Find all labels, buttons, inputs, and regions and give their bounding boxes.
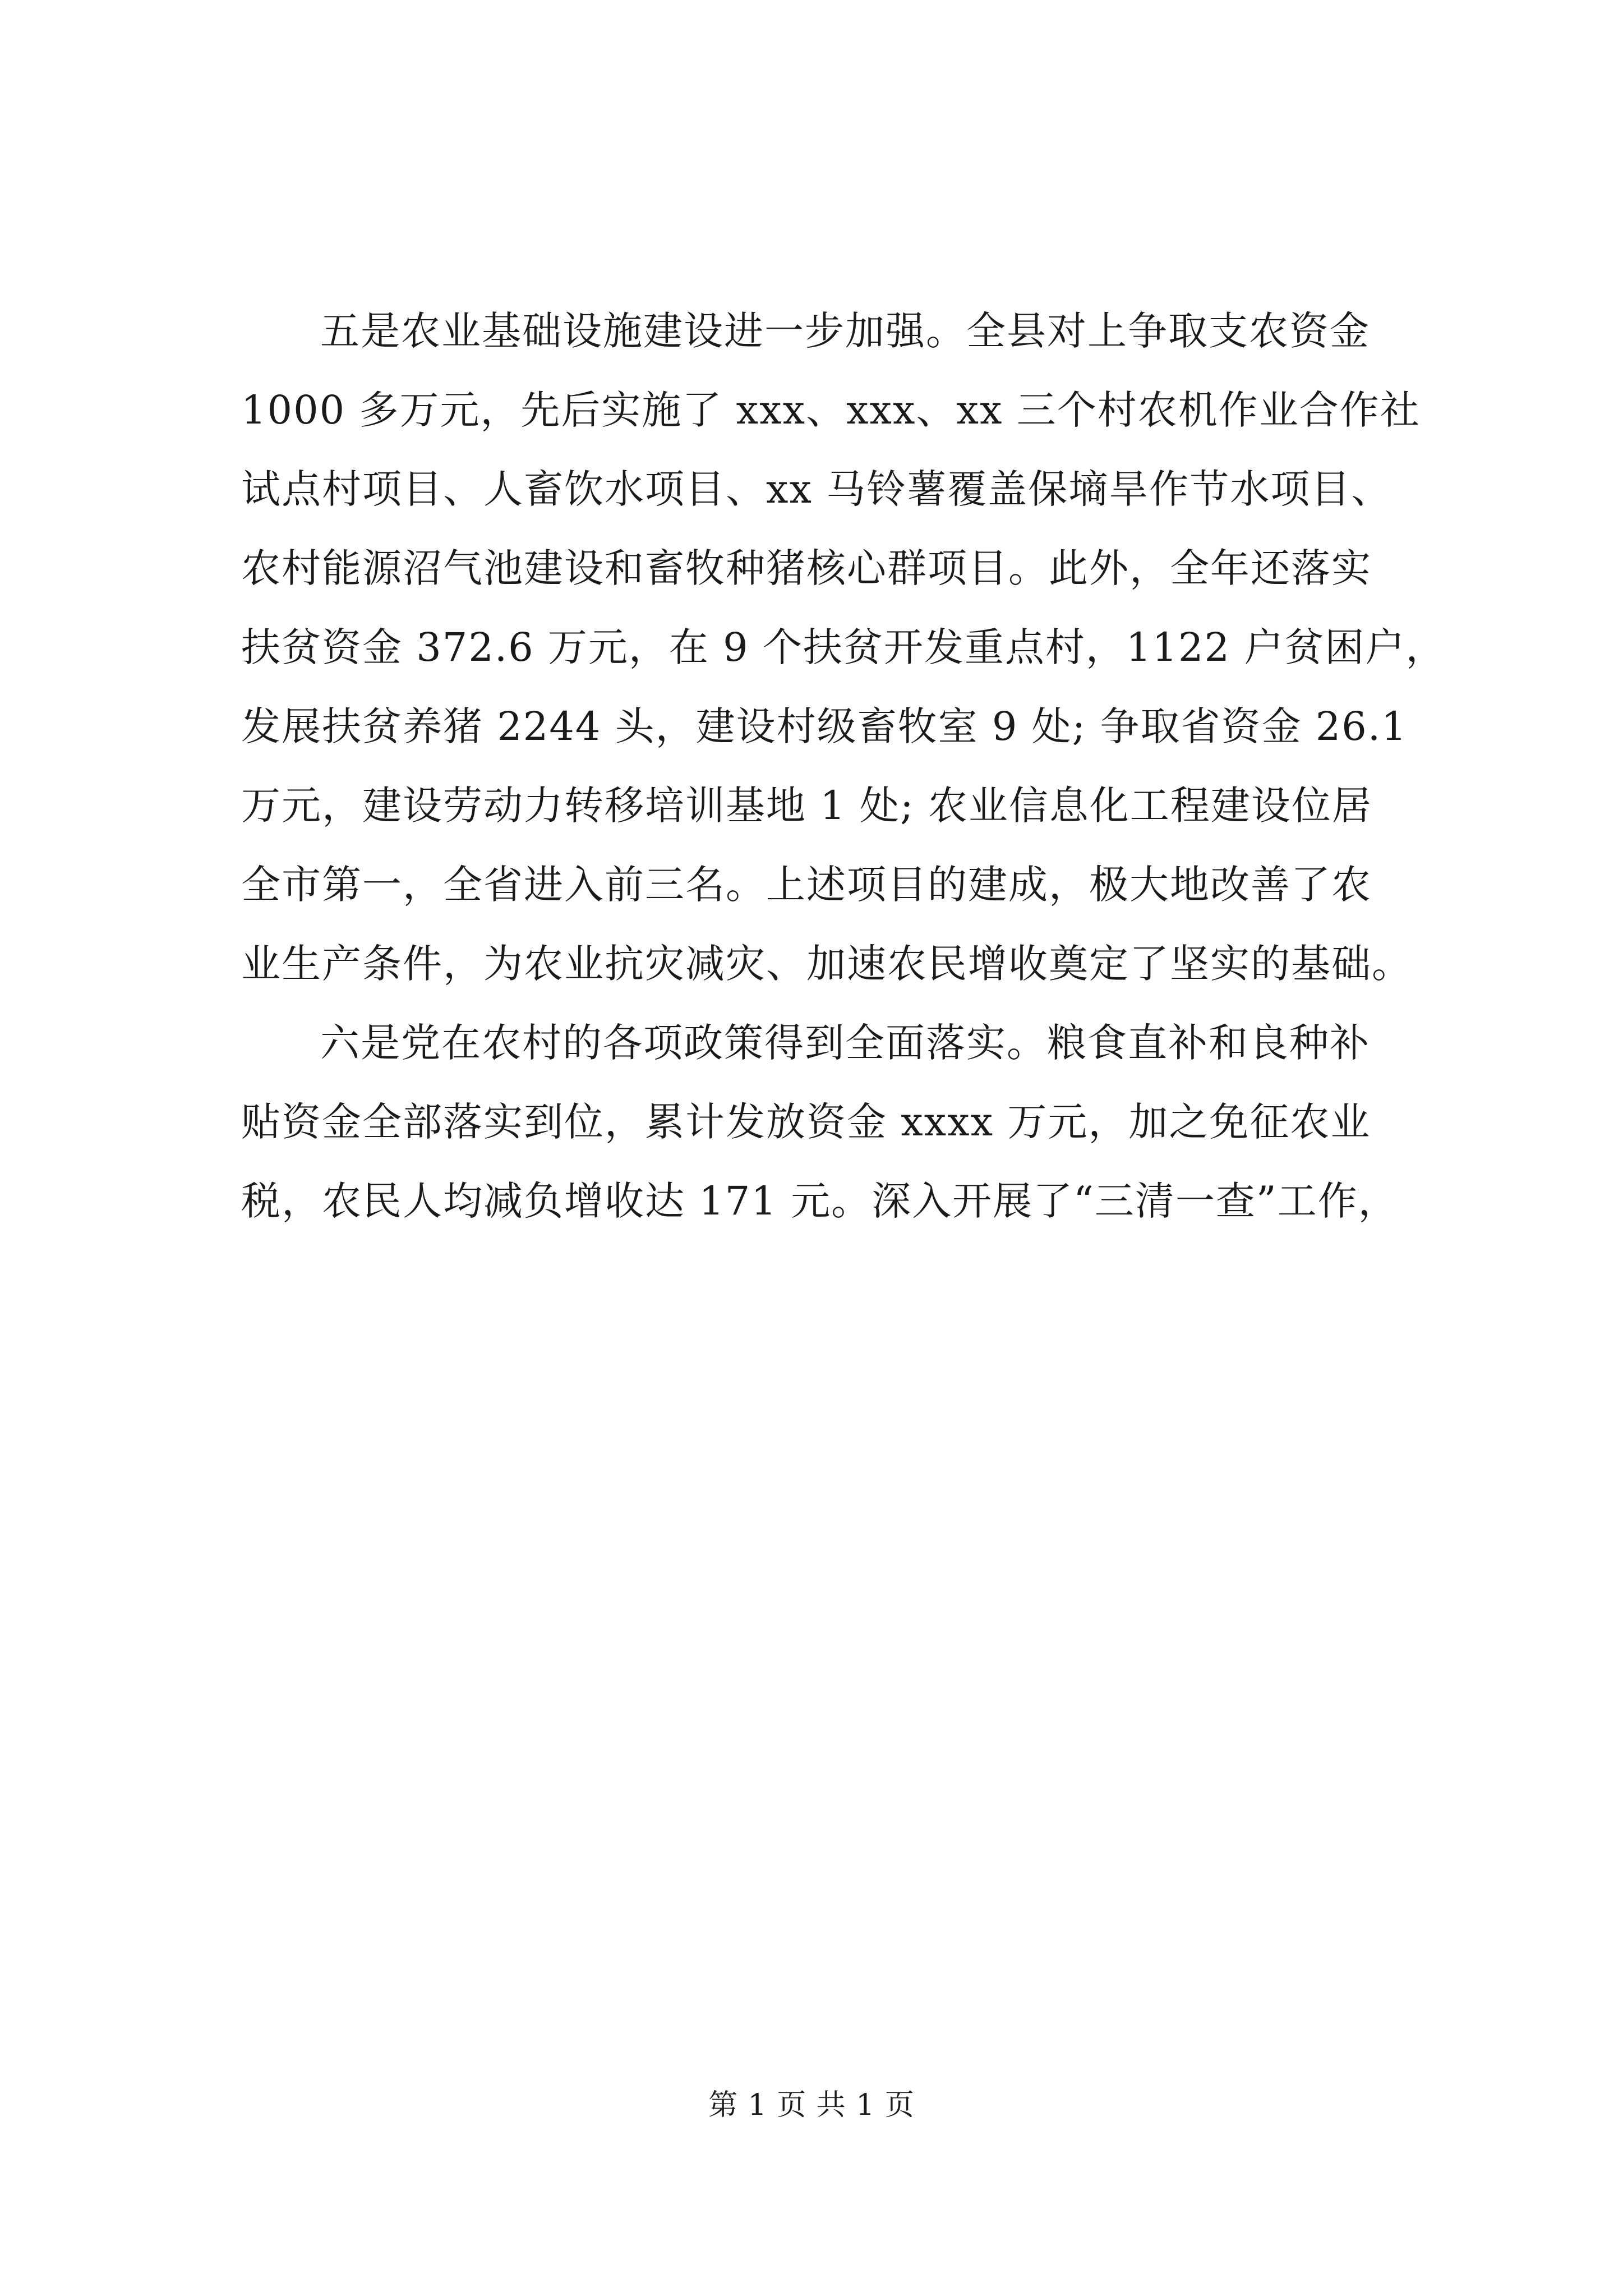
text-line: 贴资金全部落实到位，累计发放资金 xxxx 万元，加之免征农业 <box>241 1099 1371 1145</box>
text-line: 全市第一，全省进入前三名。上述项目的建成，极大地改善了农 <box>241 862 1372 908</box>
text-line: 业生产条件，为农业抗灾减灾、加速农民增收奠定了坚实的基础。 <box>241 941 1412 987</box>
text-line: 六是党在农村的各项政策得到全面落实。粮食直补和良种补 <box>320 1020 1370 1066</box>
page-number-footer: 第 1 页 共 1 页 <box>708 2088 915 2122</box>
text-line: 1000 多万元，先后实施了 xxx、xxx、xx 三个村农机作业合作社 <box>241 387 1421 433</box>
text-line: 五是农业基础设施建设进一步加强。全县对上争取支农资金 <box>320 308 1370 354</box>
body-text <box>241 292 1446 1241</box>
text-line: 万元，建设劳动力转移培训基地 1 处; 农业信息化工程建设位居 <box>241 783 1372 829</box>
text-line: 试点村项目、人畜饮水项目、xx 马铃薯覆盖保墒旱作节水项目、 <box>241 466 1392 512</box>
text-line: 扶贫资金 372.6 万元，在 9 个扶贫开发重点村，1122 户贫困户， <box>241 624 1446 670</box>
text-line: 发展扶贫养猪 2244 头，建设村级畜牧室 9 处; 争取省资金 26.1 <box>241 703 1408 749</box>
paragraph-rural-policy <box>241 1004 1419 1241</box>
text-line: 税，农民人均减负增收达 171 元。深入开展了“三清一查”工作， <box>241 1178 1399 1224</box>
text-line: 农村能源沼气池建设和畜牧种猪核心群项目。此外，全年还落实 <box>241 545 1372 591</box>
paragraph-agriculture-infrastructure <box>241 292 1446 1004</box>
